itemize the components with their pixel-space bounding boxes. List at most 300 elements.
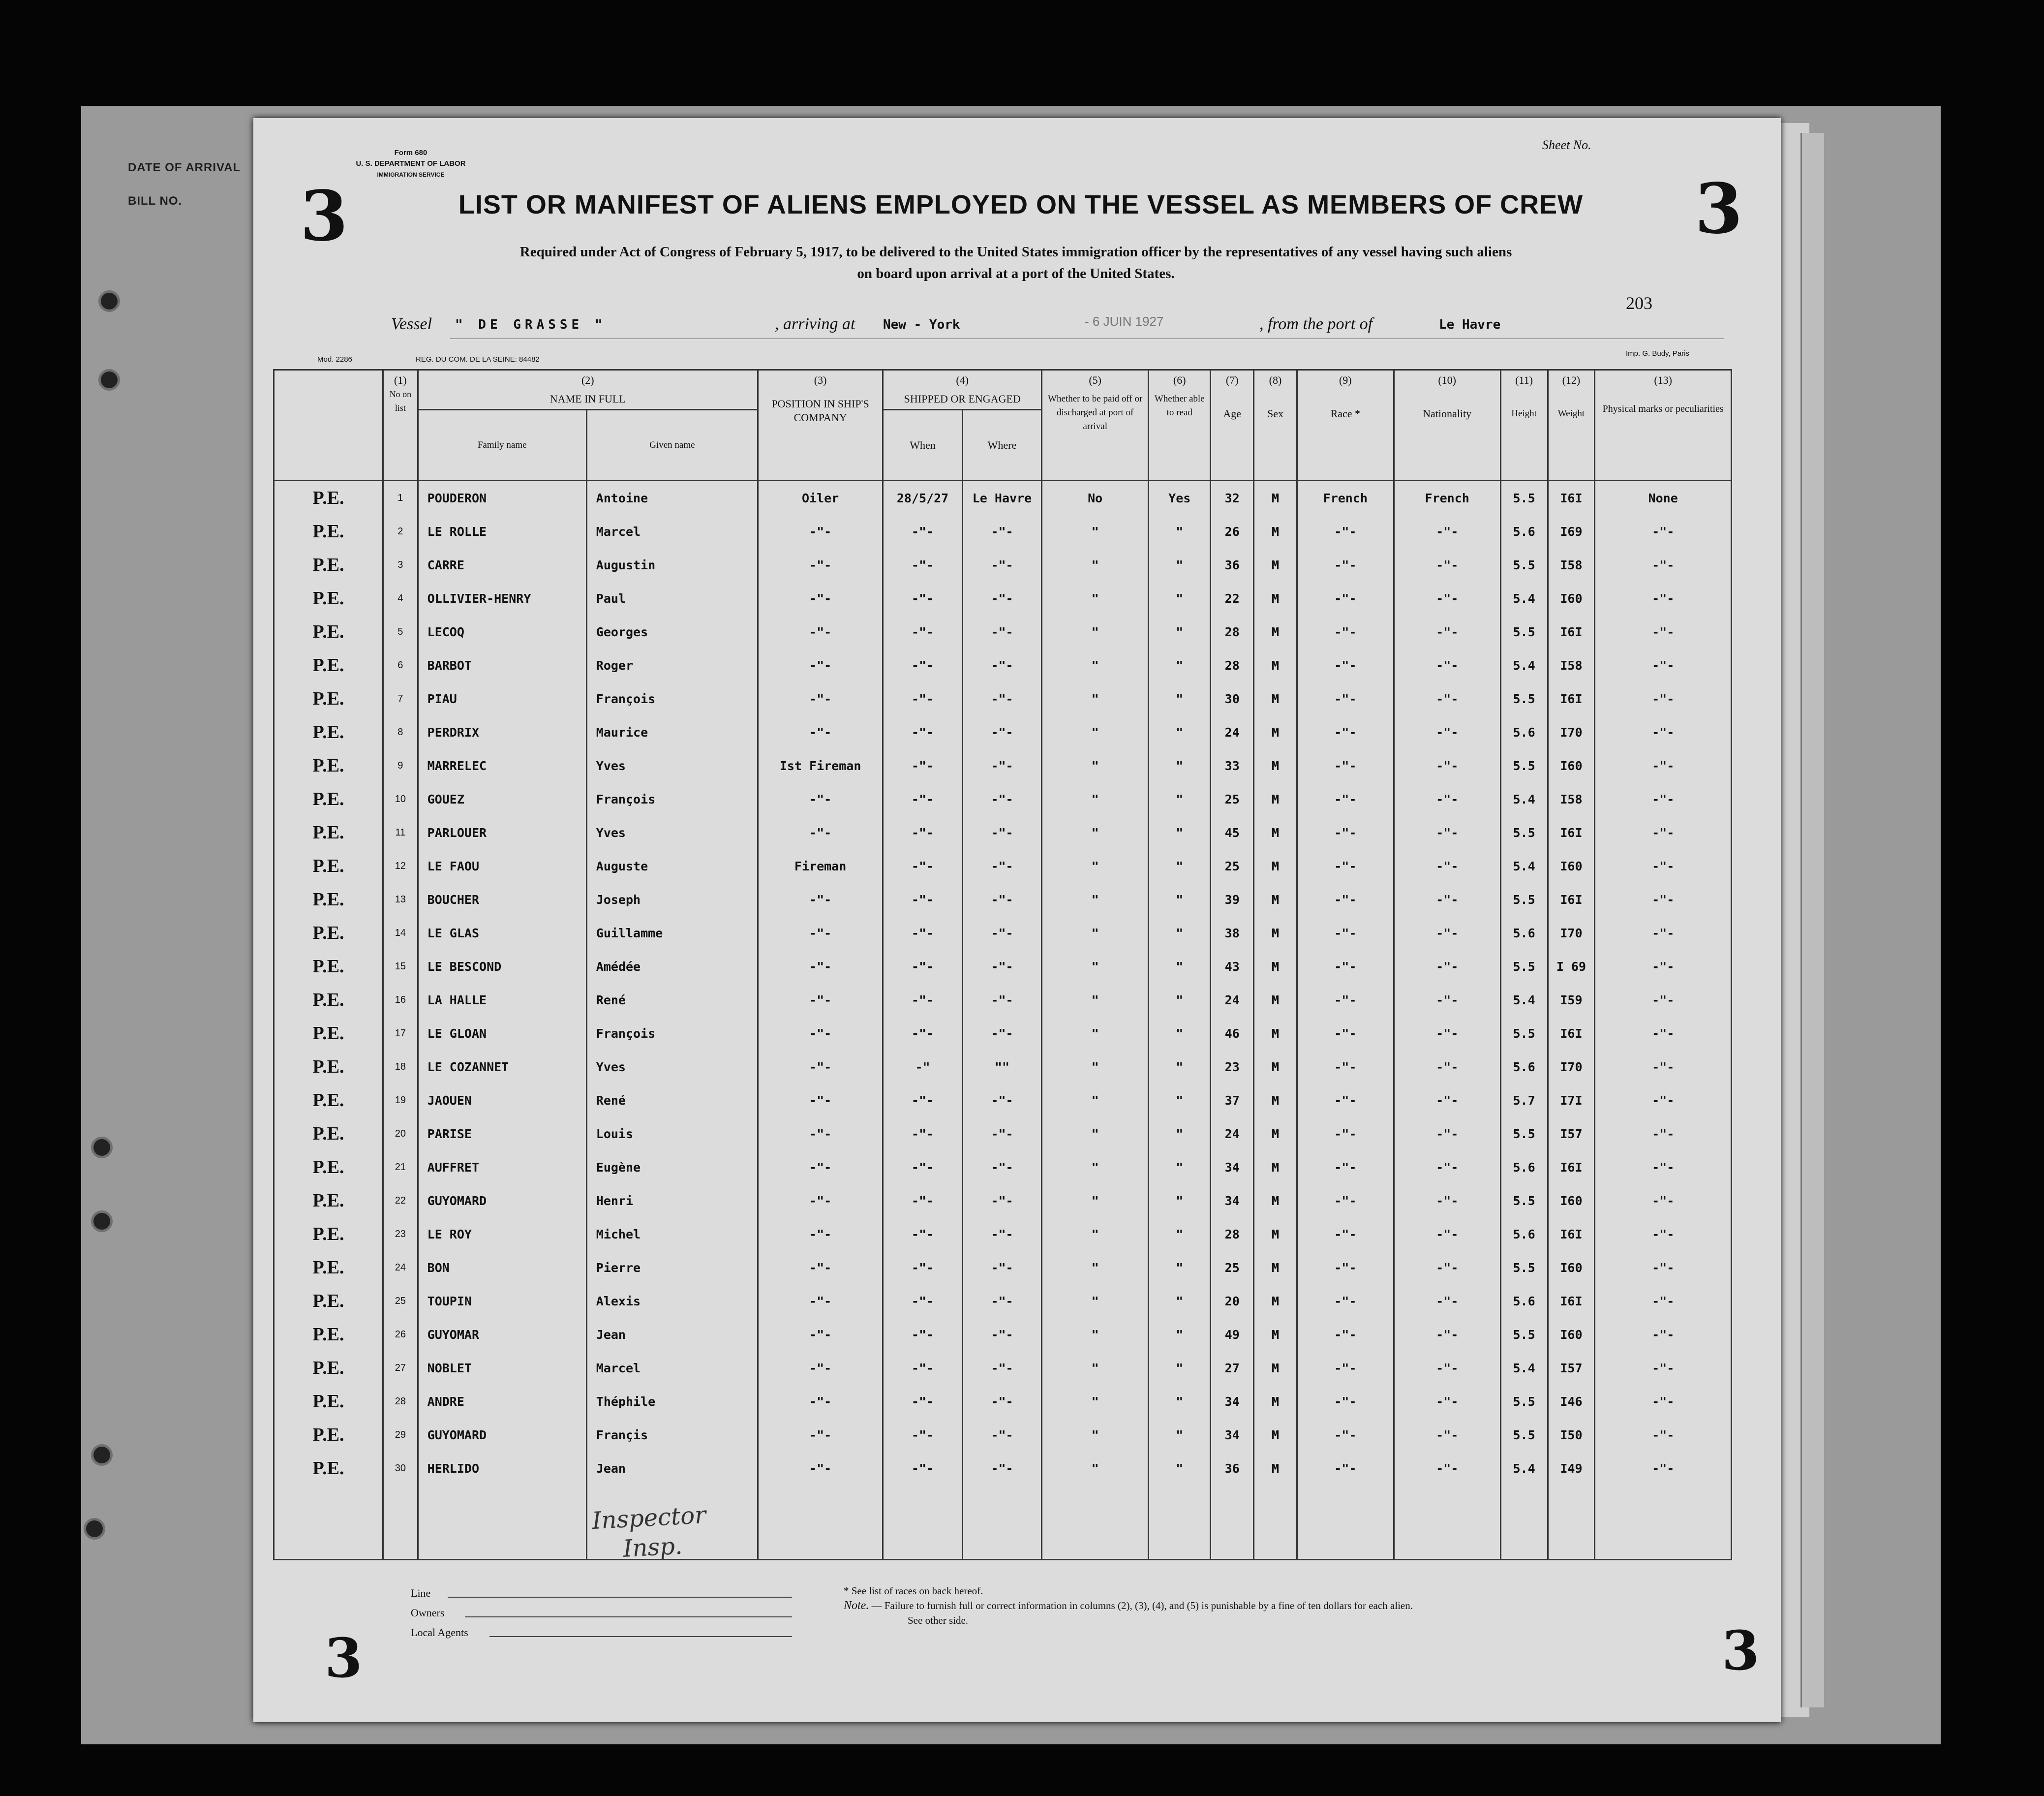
cell-family-name: MARRELEC: [418, 749, 586, 782]
cell-physical-marks: -"-: [1595, 515, 1732, 548]
cell-given-name: René: [586, 983, 758, 1017]
cell-mark: P.E.: [274, 548, 383, 582]
line-label: Line: [411, 1587, 431, 1599]
cell-given-name: Georges: [586, 615, 758, 649]
cell-list-number: 27: [383, 1351, 418, 1385]
cell-race: -"-: [1297, 1217, 1394, 1251]
cell-physical-marks: -"-: [1595, 1017, 1732, 1050]
cell-physical-marks: -"-: [1595, 1050, 1732, 1084]
cell-age: 34: [1211, 1184, 1254, 1217]
cell-given-name: Yves: [586, 1050, 758, 1084]
table-row: [274, 1217, 1732, 1251]
cell-sex: M: [1254, 883, 1297, 916]
cell-nationality: -"-: [1394, 849, 1500, 883]
cell-given-name: Augustin: [586, 548, 758, 582]
cell-given-name: François: [586, 782, 758, 816]
cell-nationality: -"-: [1394, 883, 1500, 916]
cell-able-to-read: ": [1149, 883, 1211, 916]
cell-list-number: 23: [383, 1217, 418, 1251]
cell-nationality: -"-: [1394, 1017, 1500, 1050]
cell-weight: I58: [1548, 782, 1595, 816]
imprint-printer: Imp. G. Budy, Paris: [1626, 349, 1689, 358]
cell-nationality: -"-: [1394, 649, 1500, 682]
cell-paid-off: ": [1042, 649, 1149, 682]
cell-given-name: Antoine: [586, 481, 758, 515]
cell-age: 34: [1211, 1418, 1254, 1452]
cell-shipped-when: -"-: [883, 649, 962, 682]
sheet-no-label: Sheet No.: [1542, 138, 1591, 152]
cell-shipped-where: -"-: [962, 548, 1041, 582]
cell-mark: P.E.: [274, 950, 383, 983]
cell-list-number: 6: [383, 649, 418, 682]
cell-sex: M: [1254, 849, 1297, 883]
cell-family-name: LE BESCOND: [418, 950, 586, 983]
cell-height: 5.5: [1500, 1318, 1548, 1351]
cell-weight: I60: [1548, 849, 1595, 883]
cell-race: -"-: [1297, 1184, 1394, 1217]
cell-physical-marks: -"-: [1595, 582, 1732, 615]
cell-physical-marks: -"-: [1595, 1084, 1732, 1117]
cell-physical-marks: -"-: [1595, 1150, 1732, 1184]
cell-family-name: LE ROLLE: [418, 515, 586, 548]
cell-shipped-where: -"-: [962, 782, 1041, 816]
cell-position: -"-: [758, 950, 883, 983]
cell-shipped-where: -"-: [962, 1418, 1041, 1452]
cell-mark: P.E.: [274, 1084, 383, 1117]
cell-mark: P.E.: [274, 1251, 383, 1284]
cell-list-number: 16: [383, 983, 418, 1017]
cell-able-to-read: ": [1149, 983, 1211, 1017]
cell-paid-off: ": [1042, 1184, 1149, 1217]
cell-blank: [883, 1485, 962, 1560]
sheet-number-right: 3: [1695, 169, 1743, 249]
cell-able-to-read: ": [1149, 548, 1211, 582]
cell-given-name: Roger: [586, 649, 758, 682]
cell-race: -"-: [1297, 1418, 1394, 1452]
penalty-note: [844, 1598, 1631, 1613]
back-page-line-2: BILL NO.: [128, 194, 183, 208]
cell-able-to-read: ": [1149, 849, 1211, 883]
cell-age: 20: [1211, 1284, 1254, 1318]
cell-physical-marks: -"-: [1595, 1184, 1732, 1217]
cell-paid-off: ": [1042, 1117, 1149, 1150]
cell-mark: P.E.: [274, 916, 383, 950]
cell-weight: I6I: [1548, 682, 1595, 715]
cell-list-number: 4: [383, 582, 418, 615]
cell-family-name: PARISE: [418, 1117, 586, 1150]
cell-blank: [1254, 1485, 1297, 1560]
cell-family-name: GOUEZ: [418, 782, 586, 816]
table-row: [274, 1284, 1732, 1318]
cell-age: 26: [1211, 515, 1254, 548]
cell-shipped-where: -"-: [962, 515, 1041, 548]
cell-paid-off: ": [1042, 1150, 1149, 1184]
cell-given-name: Eugène: [586, 1150, 758, 1184]
cell-given-name: Maurice: [586, 715, 758, 749]
page-subtitle: [352, 241, 1680, 284]
cell-able-to-read: ": [1149, 1251, 1211, 1284]
cell-family-name: LE COZANNET: [418, 1050, 586, 1084]
cell-shipped-when: -"-: [883, 1217, 962, 1251]
table-row: [274, 1351, 1732, 1385]
table-row: [274, 749, 1732, 782]
table-row: [274, 916, 1732, 950]
cell-sex: M: [1254, 1150, 1297, 1184]
back-page-line-1: DATE OF ARRIVAL: [128, 161, 241, 174]
cell-given-name: Théphile: [586, 1385, 758, 1418]
cell-physical-marks: -"-: [1595, 1452, 1732, 1485]
cell-sex: M: [1254, 1318, 1297, 1351]
cell-sex: M: [1254, 782, 1297, 816]
cell-family-name: PIAU: [418, 682, 586, 715]
cell-list-number: 1: [383, 481, 418, 515]
cell-sex: M: [1254, 1050, 1297, 1084]
cell-race: -"-: [1297, 849, 1394, 883]
cell-race: -"-: [1297, 715, 1394, 749]
cell-age: 49: [1211, 1318, 1254, 1351]
cell-height: 5.6: [1500, 1217, 1548, 1251]
cell-nationality: -"-: [1394, 615, 1500, 649]
header-given-name: Given name: [586, 410, 758, 481]
cell-blank: [1149, 1485, 1211, 1560]
cell-weight: I70: [1548, 1050, 1595, 1084]
cell-race: -"-: [1297, 582, 1394, 615]
cell-height: 5.5: [1500, 481, 1548, 515]
cell-height: 5.5: [1500, 1117, 1548, 1150]
table-row: [274, 615, 1732, 649]
cell-shipped-when: -"-: [883, 849, 962, 883]
cell-list-number: 2: [383, 515, 418, 548]
cell-age: 36: [1211, 1452, 1254, 1485]
cell-shipped-when: -"-: [883, 1351, 962, 1385]
cell-paid-off: ": [1042, 582, 1149, 615]
header-where: Where: [962, 410, 1041, 481]
cell-mark: P.E.: [274, 1184, 383, 1217]
cell-race: -"-: [1297, 1284, 1394, 1318]
cell-shipped-where: -"-: [962, 615, 1041, 649]
cell-nationality: -"-: [1394, 1184, 1500, 1217]
cell-height: 5.6: [1500, 1150, 1548, 1184]
cell-shipped-when: -"-: [883, 615, 962, 649]
cell-race: -"-: [1297, 649, 1394, 682]
cell-height: 5.5: [1500, 548, 1548, 582]
cell-family-name: LE ROY: [418, 1217, 586, 1251]
cell-given-name: François: [586, 1017, 758, 1050]
header-family-name: Family name: [418, 410, 586, 481]
cell-physical-marks: -"-: [1595, 1418, 1732, 1452]
cell-list-number: 22: [383, 1184, 418, 1217]
cell-list-number: 21: [383, 1150, 418, 1184]
cell-weight: I60: [1548, 1251, 1595, 1284]
cell-sex: M: [1254, 1284, 1297, 1318]
cell-weight: I69: [1548, 515, 1595, 548]
table-row: [274, 1117, 1732, 1150]
cell-physical-marks: -"-: [1595, 682, 1732, 715]
cell-position: -"-: [758, 816, 883, 849]
binder-hole: [91, 1137, 113, 1158]
cell-able-to-read: ": [1149, 1050, 1211, 1084]
header-c11: (11) Height: [1500, 370, 1548, 481]
cell-paid-off: ": [1042, 816, 1149, 849]
cell-race: -"-: [1297, 548, 1394, 582]
table-row: [274, 715, 1732, 749]
cell-paid-off: ": [1042, 1418, 1149, 1452]
cell-physical-marks: -"-: [1595, 1217, 1732, 1251]
cell-age: 33: [1211, 749, 1254, 782]
cell-nationality: -"-: [1394, 1217, 1500, 1251]
cell-family-name: HERLIDO: [418, 1452, 586, 1485]
binder-hole: [84, 1518, 105, 1540]
cell-shipped-where: -"-: [962, 715, 1041, 749]
cell-able-to-read: ": [1149, 1452, 1211, 1485]
cell-race: -"-: [1297, 1084, 1394, 1117]
cell-mark: P.E.: [274, 1385, 383, 1418]
cell-paid-off: ": [1042, 1251, 1149, 1284]
cell-paid-off: ": [1042, 1017, 1149, 1050]
cell-blank: [1595, 1485, 1732, 1560]
cell-race: -"-: [1297, 782, 1394, 816]
cell-race: -"-: [1297, 950, 1394, 983]
cell-paid-off: ": [1042, 749, 1149, 782]
cell-position: -"-: [758, 715, 883, 749]
cell-shipped-where: -"-: [962, 849, 1041, 883]
note-label: Note.: [844, 1599, 869, 1612]
header-c9: (9) Race *: [1297, 370, 1394, 481]
cell-height: 5.4: [1500, 782, 1548, 816]
cell-race: -"-: [1297, 1017, 1394, 1050]
cell-sex: M: [1254, 1084, 1297, 1117]
cell-physical-marks: -"-: [1595, 649, 1732, 682]
cell-nationality: -"-: [1394, 682, 1500, 715]
cell-list-number: 5: [383, 615, 418, 649]
cell-nationality: -"-: [1394, 1351, 1500, 1385]
table-row: [274, 1251, 1732, 1284]
arriving-port: New - York: [883, 317, 960, 332]
cell-mark: P.E.: [274, 883, 383, 916]
cell-weight: I49: [1548, 1452, 1595, 1485]
cell-sex: M: [1254, 582, 1297, 615]
cell-nationality: -"-: [1394, 1150, 1500, 1184]
cell-physical-marks: -"-: [1595, 1318, 1732, 1351]
cell-sex: M: [1254, 649, 1297, 682]
cell-race: -"-: [1297, 1050, 1394, 1084]
cell-height: 5.6: [1500, 1284, 1548, 1318]
cell-race: -"-: [1297, 682, 1394, 715]
cell-able-to-read: ": [1149, 1418, 1211, 1452]
cell-mark: P.E.: [274, 481, 383, 515]
cell-able-to-read: ": [1149, 1184, 1211, 1217]
cell-given-name: Amédée: [586, 950, 758, 983]
line-field: [448, 1597, 792, 1598]
cell-shipped-where: -"-: [962, 883, 1041, 916]
cell-paid-off: ": [1042, 883, 1149, 916]
cell-blank: [383, 1485, 418, 1560]
cell-given-name: Yves: [586, 816, 758, 849]
cell-given-name: Louis: [586, 1117, 758, 1150]
cell-shipped-where: -"-: [962, 1251, 1041, 1284]
cell-shipped-when: -"-: [883, 1284, 962, 1318]
cell-physical-marks: None: [1595, 481, 1732, 515]
cell-height: 5.5: [1500, 1184, 1548, 1217]
cell-height: 5.4: [1500, 1452, 1548, 1485]
cell-shipped-when: -"-: [883, 548, 962, 582]
cell-weight: I6I: [1548, 481, 1595, 515]
cell-blank: [1211, 1485, 1254, 1560]
cell-shipped-when: -"-: [883, 582, 962, 615]
cell-race: -"-: [1297, 1385, 1394, 1418]
cell-age: 28: [1211, 1217, 1254, 1251]
cell-nationality: -"-: [1394, 1251, 1500, 1284]
form-number: Form 680: [394, 149, 427, 157]
table-row: [274, 582, 1732, 615]
cell-race: -"-: [1297, 883, 1394, 916]
inspector-signature: [591, 1500, 708, 1565]
cell-family-name: GUYOMARD: [418, 1418, 586, 1452]
cell-blank: [1500, 1485, 1548, 1560]
cell-given-name: Guillamme: [586, 916, 758, 950]
cell-race: -"-: [1297, 983, 1394, 1017]
cell-family-name: AUFFRET: [418, 1150, 586, 1184]
cell-shipped-when: -"-: [883, 715, 962, 749]
cell-shipped-where: -"-: [962, 816, 1041, 849]
cell-list-number: 14: [383, 916, 418, 950]
cell-shipped-when: -"-: [883, 883, 962, 916]
cell-mark: P.E.: [274, 1117, 383, 1150]
cell-height: 5.5: [1500, 883, 1548, 916]
cell-height: 5.5: [1500, 615, 1548, 649]
cell-weight: I6I: [1548, 615, 1595, 649]
cell-able-to-read: ": [1149, 1217, 1211, 1251]
page-number: 203: [1626, 293, 1652, 313]
cell-physical-marks: -"-: [1595, 816, 1732, 849]
cell-able-to-read: ": [1149, 515, 1211, 548]
cell-race: -"-: [1297, 1150, 1394, 1184]
cell-height: 5.6: [1500, 515, 1548, 548]
cell-mark: P.E.: [274, 983, 383, 1017]
table-row: [274, 1184, 1732, 1217]
imprint-reg: REG. DU COM. DE LA SEINE: 84482: [416, 355, 540, 364]
cell-age: 46: [1211, 1017, 1254, 1050]
table-row: [274, 1452, 1732, 1485]
cell-age: 28: [1211, 615, 1254, 649]
cell-age: 24: [1211, 983, 1254, 1017]
cell-shipped-when: -"-: [883, 1017, 962, 1050]
cell-given-name: Jean: [586, 1452, 758, 1485]
cell-nationality: -"-: [1394, 515, 1500, 548]
from-port-label: , from the port of: [1259, 315, 1373, 333]
cell-able-to-read: Yes: [1149, 481, 1211, 515]
cell-physical-marks: -"-: [1595, 1385, 1732, 1418]
cell-position: -"-: [758, 883, 883, 916]
sheet-number-left: 3: [300, 176, 348, 257]
manifest-sheet: [253, 118, 1781, 1722]
cell-list-number: 28: [383, 1385, 418, 1418]
cell-family-name: TOUPIN: [418, 1284, 586, 1318]
cell-shipped-where: -"-: [962, 1117, 1041, 1150]
subtitle-line-1: Required under Act of Congress of February 5, 1917, to be delivered to the United States immigration officer by the representatives of any vessel having such aliens: [519, 244, 1512, 260]
cell-list-number: 10: [383, 782, 418, 816]
cell-physical-marks: -"-: [1595, 715, 1732, 749]
cell-mark: P.E.: [274, 682, 383, 715]
cell-sex: M: [1254, 1017, 1297, 1050]
table-row: [274, 1418, 1732, 1452]
cell-position: Ist Fireman: [758, 749, 883, 782]
cell-physical-marks: -"-: [1595, 849, 1732, 883]
cell-position: -"-: [758, 1217, 883, 1251]
cell-sex: M: [1254, 1418, 1297, 1452]
cell-shipped-when: -"-: [883, 682, 962, 715]
cell-shipped-when: -"-: [883, 950, 962, 983]
cell-weight: I 69: [1548, 950, 1595, 983]
cell-weight: I58: [1548, 548, 1595, 582]
header-c3: (3) POSITION IN SHIP'S COMPANY: [758, 370, 883, 481]
cell-shipped-where: -"-: [962, 1452, 1041, 1485]
cell-mark: P.E.: [274, 1452, 383, 1485]
cell-nationality: -"-: [1394, 1084, 1500, 1117]
cell-shipped-when: -"-: [883, 782, 962, 816]
cell-paid-off: ": [1042, 615, 1149, 649]
cell-position: -"-: [758, 916, 883, 950]
cell-able-to-read: ": [1149, 649, 1211, 682]
cell-sex: M: [1254, 1117, 1297, 1150]
cell-sex: M: [1254, 1351, 1297, 1385]
cell-mark: P.E.: [274, 1418, 383, 1452]
cell-able-to-read: ": [1149, 1150, 1211, 1184]
table-row: [274, 1150, 1732, 1184]
header-c8: (8) Sex: [1254, 370, 1297, 481]
cell-height: 5.5: [1500, 1017, 1548, 1050]
cell-paid-off: ": [1042, 1318, 1149, 1351]
see-other-side: See other side.: [908, 1614, 969, 1626]
cell-weight: I70: [1548, 916, 1595, 950]
cell-paid-off: ": [1042, 715, 1149, 749]
cell-position: Fireman: [758, 849, 883, 883]
cell-physical-marks: -"-: [1595, 916, 1732, 950]
signature-line-2: Insp.: [622, 1532, 683, 1563]
footer-number-left: 3: [325, 1626, 363, 1690]
cell-family-name: BARBOT: [418, 649, 586, 682]
cell-sex: M: [1254, 548, 1297, 582]
cell-family-name: CARRE: [418, 548, 586, 582]
cell-position: -"-: [758, 983, 883, 1017]
header-c10: (10) Nationality: [1394, 370, 1500, 481]
cell-sex: M: [1254, 1385, 1297, 1418]
cell-list-number: 18: [383, 1050, 418, 1084]
cell-shipped-when: -"-: [883, 1418, 962, 1452]
cell-able-to-read: ": [1149, 582, 1211, 615]
cell-shipped-when: -"-: [883, 1318, 962, 1351]
cell-shipped-where: -"-: [962, 1385, 1041, 1418]
cell-age: 39: [1211, 883, 1254, 916]
cell-able-to-read: ": [1149, 782, 1211, 816]
cell-able-to-read: ": [1149, 682, 1211, 715]
cell-able-to-read: ": [1149, 1017, 1211, 1050]
owners-field: [465, 1616, 792, 1617]
cell-weight: I7I: [1548, 1084, 1595, 1117]
cell-physical-marks: -"-: [1595, 1284, 1732, 1318]
cell-age: 30: [1211, 682, 1254, 715]
cell-shipped-when: -"-: [883, 816, 962, 849]
cell-shipped-where: -"-: [962, 1318, 1041, 1351]
cell-mark: P.E.: [274, 1284, 383, 1318]
cell-family-name: BON: [418, 1251, 586, 1284]
cell-weight: I6I: [1548, 816, 1595, 849]
cell-race: -"-: [1297, 1251, 1394, 1284]
cell-position: -"-: [758, 1150, 883, 1184]
cell-sex: M: [1254, 1452, 1297, 1485]
cell-able-to-read: ": [1149, 1351, 1211, 1385]
cell-paid-off: ": [1042, 1385, 1149, 1418]
